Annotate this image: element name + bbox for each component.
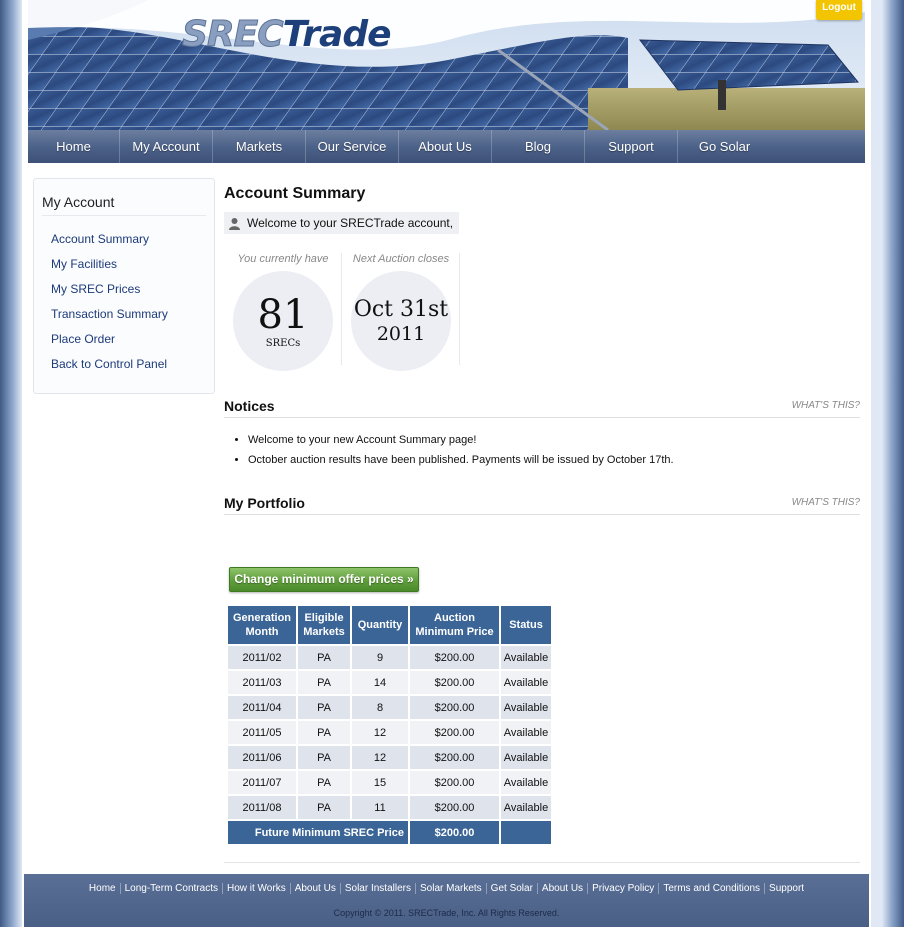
column-header-status: Status — [501, 606, 551, 644]
footer-link-how-it-works[interactable]: How it Works — [223, 883, 291, 894]
table-row — [228, 646, 551, 669]
nav-blog[interactable]: Blog — [492, 130, 585, 163]
table-row — [228, 746, 551, 769]
nav-markets[interactable]: Markets — [213, 130, 306, 163]
cell-eligible-markets: PA — [298, 646, 350, 669]
cell-status: Available — [501, 796, 551, 819]
notices-header — [224, 398, 860, 418]
srec-count-caption: You currently have — [237, 253, 329, 265]
srec-count-circle — [233, 271, 333, 371]
notices-list — [248, 433, 674, 473]
footer-link-about-us[interactable]: About Us — [291, 883, 341, 894]
cell-quantity: 11 — [352, 796, 408, 819]
change-minimum-offer-prices-button[interactable]: Change minimum offer prices » — [229, 567, 419, 592]
cell-generation-month: 2011/04 — [228, 696, 296, 719]
srec-count-stat — [224, 253, 342, 371]
nav-go-solar[interactable]: Go Solar — [698, 139, 751, 154]
sidebar-item-my-srec-prices[interactable]: My SREC Prices — [51, 282, 141, 296]
footer-link-solar-markets[interactable]: Solar Markets — [416, 883, 487, 894]
sidebar-item-place-order[interactable]: Place Order — [51, 332, 116, 346]
sidebar-item-account-summary[interactable]: Account Summary — [51, 232, 150, 246]
main-nav — [28, 130, 865, 163]
welcome-text: Welcome to your SRECTrade account, — [247, 216, 454, 230]
cell-eligible-markets: PA — [298, 721, 350, 744]
portfolio-header — [224, 495, 860, 515]
portfolio-whats-this-link[interactable]: WHAT'S THIS? — [791, 497, 860, 508]
site-header — [28, 0, 865, 130]
cell-quantity: 15 — [352, 771, 408, 794]
sidebar — [33, 178, 215, 394]
cell-status: Available — [501, 646, 551, 669]
nav-support[interactable]: Support — [585, 130, 678, 163]
cell-status: Available — [501, 771, 551, 794]
next-auction-caption: Next Auction closes — [352, 253, 450, 265]
logout-button[interactable]: Logout — [816, 0, 862, 20]
logo-srec-text: SREC — [182, 14, 283, 55]
footer-links — [24, 883, 869, 894]
cell-generation-month: 2011/03 — [228, 671, 296, 694]
sidebar-item-back-to-control-panel[interactable]: Back to Control Panel — [51, 357, 168, 371]
sidebar-item-transaction-summary[interactable]: Transaction Summary — [51, 307, 168, 321]
copyright-text: Copyright © 2011. SRECTrade, Inc. All Rights Reserved. — [333, 908, 560, 918]
table-header-row — [228, 606, 551, 644]
cell-generation-month: 2011/05 — [228, 721, 296, 744]
nav-home[interactable]: Home — [28, 130, 120, 163]
footer-link-get-solar[interactable]: Get Solar — [487, 883, 538, 894]
page-container — [22, 0, 871, 927]
welcome-bar — [224, 212, 459, 234]
cell-eligible-markets: PA — [298, 746, 350, 769]
cell-auction-minimum-price: $200.00 — [410, 796, 499, 819]
footer-link-long-term-contracts[interactable]: Long-Term Contracts — [121, 883, 223, 894]
footer-link-privacy-policy[interactable]: Privacy Policy — [588, 883, 659, 894]
solar-panel-banner — [28, 0, 865, 130]
cell-quantity: 14 — [352, 671, 408, 694]
table-row — [228, 721, 551, 744]
cell-eligible-markets: PA — [298, 671, 350, 694]
page-title: Account Summary — [224, 185, 366, 202]
future-minimum-srec-price-label: Future Minimum SREC Price — [228, 821, 408, 844]
stat-divider — [459, 253, 460, 365]
cell-quantity: 8 — [352, 696, 408, 719]
cell-auction-minimum-price: $200.00 — [410, 696, 499, 719]
footer-link-terms-and-conditions[interactable]: Terms and Conditions — [659, 883, 765, 894]
srec-count-unit: SRECs — [265, 337, 301, 349]
column-header-generation-month: Generation Month — [228, 606, 296, 644]
cell-eligible-markets: PA — [298, 771, 350, 794]
cell-quantity: 12 — [352, 746, 408, 769]
column-header-eligible-markets: Eligible Markets — [298, 606, 350, 644]
logo-trade-text: Trade — [282, 14, 391, 55]
footer-empty-cell — [501, 821, 551, 844]
cell-status: Available — [501, 721, 551, 744]
footer-link-about-us-2[interactable]: About Us — [538, 883, 588, 894]
table-footer-row — [228, 821, 551, 844]
sidebar-title: My Account — [42, 194, 115, 210]
nav-our-service[interactable]: Our Service — [306, 130, 399, 163]
main-content — [224, 185, 860, 839]
cell-generation-month: 2011/08 — [228, 796, 296, 819]
cell-generation-month: 2011/02 — [228, 646, 296, 669]
table-row — [228, 671, 551, 694]
future-minimum-srec-price-value: $200.00 — [410, 821, 499, 844]
notice-item: • October auction results have been published. Payments will be issued by October 17th. — [248, 453, 674, 473]
user-icon — [228, 217, 241, 230]
portfolio-title: My Portfolio — [224, 495, 305, 511]
srec-count-value: 81 — [257, 291, 309, 338]
cell-auction-minimum-price: $200.00 — [410, 771, 499, 794]
sidebar-menu — [34, 216, 214, 382]
content-divider — [224, 862, 860, 863]
footer-link-support[interactable]: Support — [769, 883, 805, 894]
cell-status: Available — [501, 746, 551, 769]
cell-generation-month: 2011/06 — [228, 746, 296, 769]
cell-eligible-markets: PA — [298, 696, 350, 719]
footer-link-solar-installers[interactable]: Solar Installers — [341, 883, 416, 894]
notices-title: Notices — [224, 398, 275, 414]
nav-about-us[interactable]: About Us — [399, 130, 492, 163]
column-header-quantity: Quantity — [352, 606, 408, 644]
notices-whats-this-link[interactable]: WHAT'S THIS? — [791, 400, 860, 411]
cell-generation-month: 2011/07 — [228, 771, 296, 794]
notice-item: • Welcome to your new Account Summary page! — [248, 433, 674, 453]
column-header-auction-minimum-price: Auction Minimum Price — [410, 606, 499, 644]
cell-quantity: 9 — [352, 646, 408, 669]
next-auction-stat — [342, 253, 460, 371]
site-footer — [24, 874, 869, 927]
table-row — [228, 696, 551, 719]
table-row — [228, 771, 551, 794]
cell-status: Available — [501, 671, 551, 694]
footer-link-home[interactable]: Home — [85, 883, 121, 894]
next-auction-circle — [351, 271, 451, 371]
cell-auction-minimum-price: $200.00 — [410, 646, 499, 669]
cell-auction-minimum-price: $200.00 — [410, 746, 499, 769]
srectrade-logo[interactable] — [182, 14, 391, 56]
cell-status: Available — [501, 696, 551, 719]
cell-eligible-markets: PA — [298, 796, 350, 819]
portfolio-table — [226, 604, 553, 846]
cell-quantity: 12 — [352, 721, 408, 744]
nav-my-account[interactable]: My Account — [120, 130, 213, 163]
next-auction-date: Oct 31st — [353, 297, 449, 322]
cell-auction-minimum-price: $200.00 — [410, 671, 499, 694]
next-auction-year: 2011 — [376, 323, 426, 345]
table-row — [228, 796, 551, 819]
cell-auction-minimum-price: $200.00 — [410, 721, 499, 744]
sidebar-item-my-facilities[interactable]: My Facilities — [51, 257, 118, 271]
